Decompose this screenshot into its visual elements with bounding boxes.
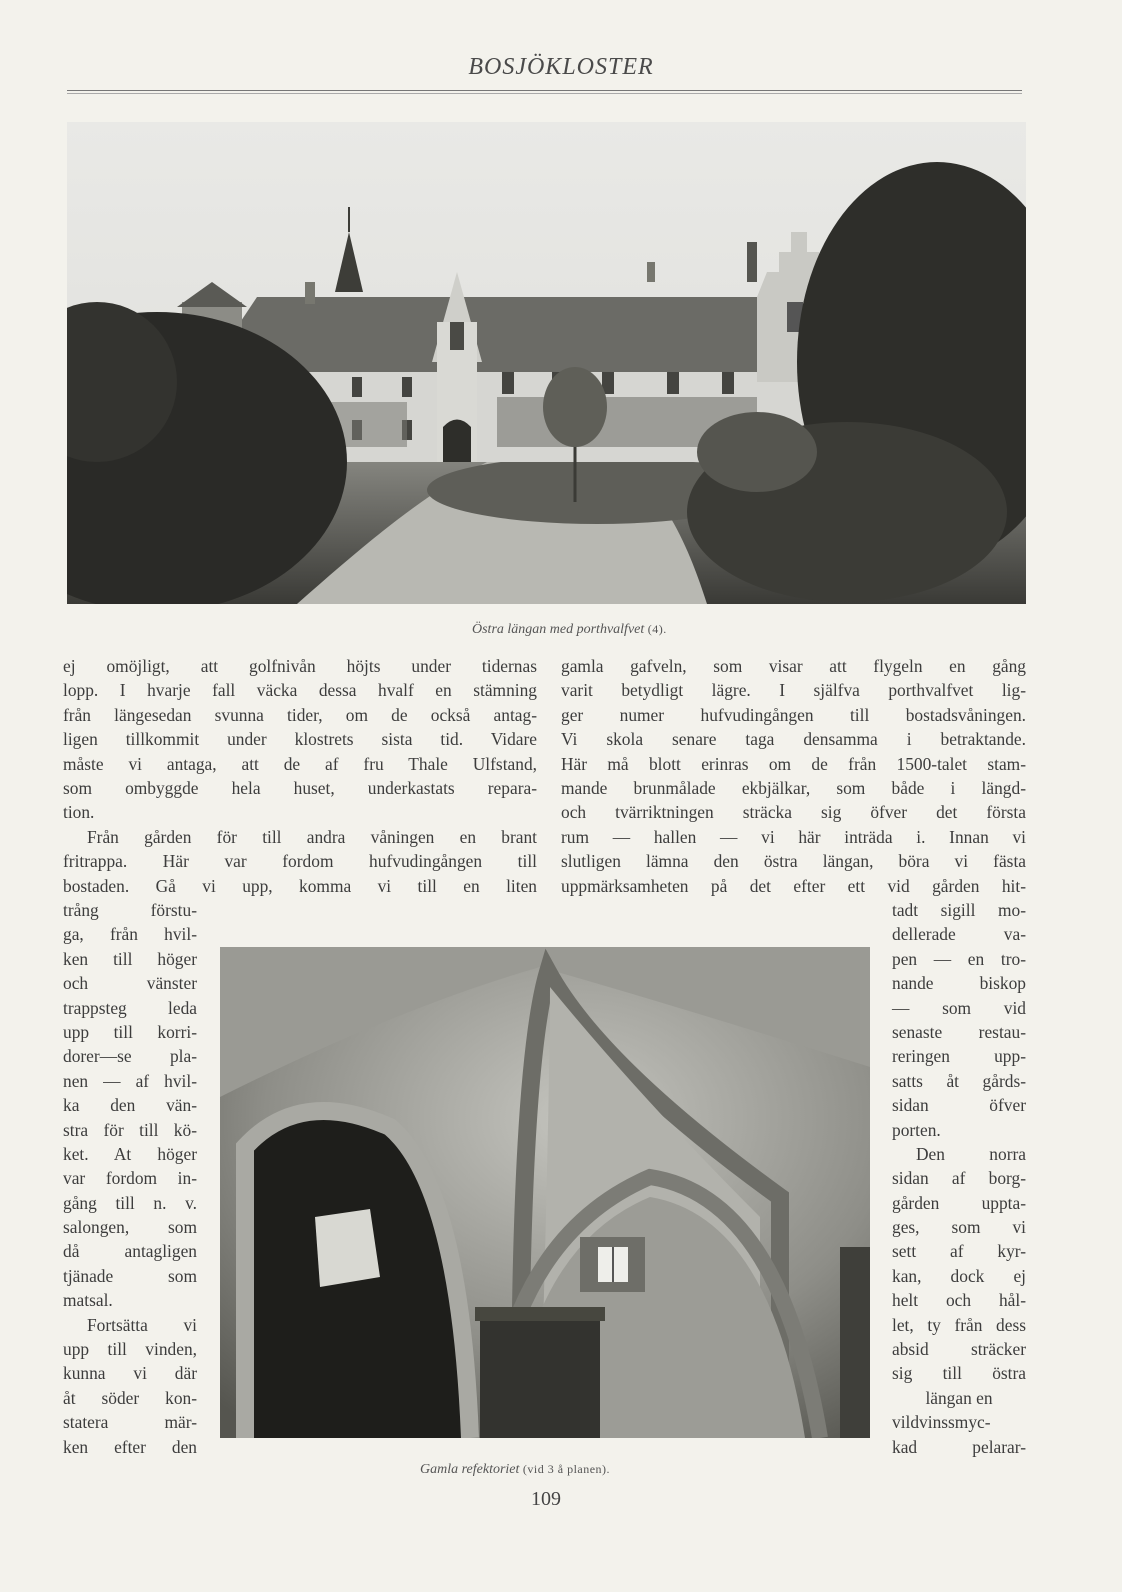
text-line: stra för till kö- (63, 1119, 197, 1140)
text-line: var fordom in- (63, 1168, 197, 1189)
text-line: ger numer hufvudingången till bostadsvåningen. (561, 704, 1026, 725)
text-line: som ombyggde hela huset, underkastats repara- (63, 777, 537, 798)
text-line: ligen tillkommit under klostrets sista tid. Vidare (63, 729, 537, 750)
text-line: tjänade som (63, 1265, 197, 1286)
text-line: sett af kyr- (892, 1241, 1026, 1262)
refectory-photo (220, 947, 870, 1438)
text-line: ket. At höger (63, 1143, 197, 1164)
column-right-narrow (892, 898, 1026, 1459)
text-line: ken efter den (63, 1436, 197, 1457)
text-line: sig till östra (892, 1363, 1026, 1384)
text-line: varit betydligt lägre. I själfva porthvalfvet lig- (561, 680, 1026, 701)
text-line: — som vid (892, 997, 1026, 1018)
text-line: kunna vi där (63, 1363, 197, 1384)
caption-ref: (4). (647, 622, 667, 636)
text-line: från längesedan svunna tider, om de också antag- (63, 704, 537, 725)
text-line: Vi skola senare taga densamma i betraktande. (561, 729, 1026, 750)
text-line: bostaden. Gå vi upp, komma vi till en liten (63, 875, 537, 896)
text-line: satts åt gårds- (892, 1070, 1026, 1091)
text-line: senaste restau- (892, 1021, 1026, 1042)
text-line: trång förstu- (63, 900, 197, 920)
text-line: pen — en tro- (892, 948, 1026, 969)
text-line: ej omöjligt, att golfnivån höjts under tidernas (63, 656, 537, 676)
castle-photo (67, 122, 1026, 604)
text-line: Från gården för till andra våningen en brant (87, 826, 537, 847)
text-line: och vänster (63, 973, 197, 994)
caption-ref: (vid 3 å planen). (522, 1462, 611, 1476)
text-line: dellerade va- (892, 924, 1026, 945)
text-line: nande biskop (892, 973, 1026, 994)
text-line: helt och hål- (892, 1290, 1026, 1311)
figure-caption-2 (420, 1462, 610, 1478)
text-line: gång till n. v. (63, 1192, 197, 1213)
text-line: då antagligen (63, 1241, 197, 1262)
column-right-top (561, 654, 1026, 898)
header-rule (67, 90, 1022, 94)
text-line: matsal. (63, 1290, 113, 1311)
caption-text: Östra längan med porthvalfvet (472, 622, 645, 637)
text-line: måste vi antaga, att de af fru Thale Ulfstand, (63, 753, 537, 774)
text-line: reringen upp- (892, 1046, 1026, 1067)
text-line: lopp. I hvarje fall väcka dessa hvalf en stämning (63, 680, 537, 701)
text-line: nen — af hvil- (63, 1070, 197, 1091)
text-line: och tvärriktningen sträcka sig öfver det första (561, 802, 1026, 823)
text-line: tion. (63, 802, 95, 823)
figure-caption-1 (472, 622, 667, 638)
text-line: salongen, som (63, 1217, 197, 1238)
text-line: let, ty från dess (892, 1314, 1026, 1335)
text-line: fritrappa. Här var fordom hufvudingången till (63, 851, 537, 872)
text-line: längan en (925, 1387, 993, 1408)
text-line: upp till korri- (63, 1021, 197, 1042)
text-line: ka den vän- (63, 1095, 197, 1116)
text-line: Här må blott erinras om de från 1500-talet stam- (561, 753, 1026, 774)
text-line: Den norra (916, 1143, 1026, 1164)
caption-text: Gamla refektoriet (420, 1462, 520, 1477)
text-line: åt söder kon- (63, 1387, 197, 1408)
text-line: Fortsätta vi (87, 1314, 197, 1335)
text-line: slutligen lämna den östra längan, böra vi fästa (561, 851, 1026, 872)
text-line: ken till höger (63, 948, 197, 969)
text-line: mande brunmålade ekbjälkar, som både i längd- (561, 777, 1026, 798)
text-line: trappsteg leda (63, 997, 197, 1018)
text-line: uppmärksamheten på det efter ett vid gården hit- (561, 875, 1026, 896)
text-line: ges, som vi (892, 1217, 1026, 1238)
column-left-narrow (63, 898, 197, 1459)
text-line: ga, från hvil- (63, 924, 197, 945)
text-line: gården uppta- (892, 1192, 1026, 1213)
text-line: upp till vinden, (63, 1339, 197, 1360)
text-line: rum — hallen — vi här inträda i. Innan vi (561, 826, 1026, 847)
text-line: gamla gafveln, som visar att flygeln en gång (561, 656, 1026, 676)
text-line: vildvinssmyc- (892, 1412, 991, 1433)
text-line: porten. (892, 1119, 941, 1140)
column-left-top (63, 654, 537, 898)
text-line: statera mär- (63, 1412, 197, 1433)
page-number: 109 (531, 1488, 561, 1510)
text-line: kan, dock ej (892, 1265, 1026, 1286)
text-line: sidan af borg- (892, 1168, 1026, 1189)
text-line: sidan öfver (892, 1095, 1026, 1116)
text-line: dorer—se pla- (63, 1046, 197, 1067)
text-line: kad pelarar- (892, 1436, 1026, 1457)
running-header: BOSJÖKLOSTER (468, 54, 654, 80)
text-line: absid sträcker (892, 1339, 1026, 1360)
text-line: tadt sigill mo- (892, 900, 1026, 920)
